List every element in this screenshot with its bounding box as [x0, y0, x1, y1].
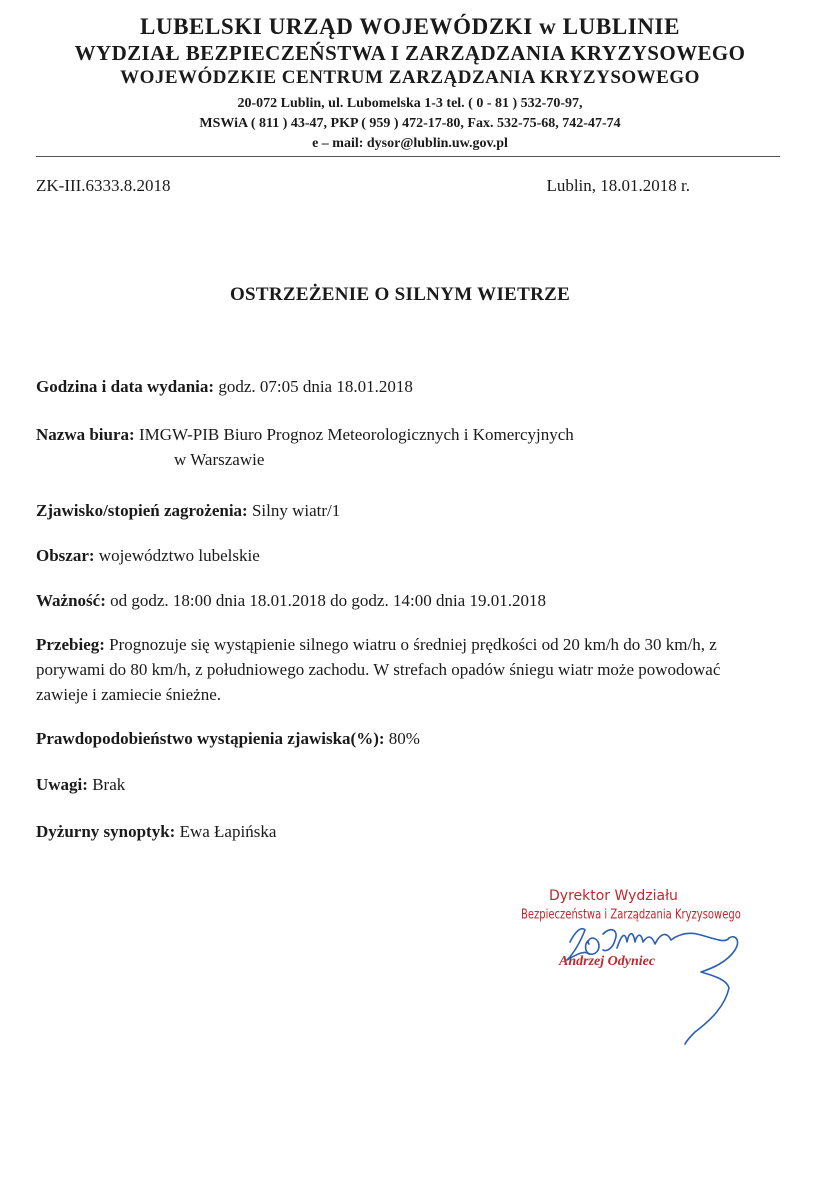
- field-label: Prawdopodobieństwo wystąpienia zjawiska(%):: [36, 729, 385, 748]
- director-stamp: [515, 880, 745, 1050]
- field-hazard: [36, 498, 768, 523]
- field-value: Silny wiatr/1: [247, 501, 341, 520]
- header-center: WOJEWÓDZKIE CENTRUM ZARZĄDZANIA KRYZYSOWEGO: [120, 67, 700, 88]
- field-label: Nazwa biura:: [36, 425, 135, 444]
- document-title: OSTRZEŻENIE O SILNYM WIETRZE: [229, 284, 571, 305]
- field-course: [36, 632, 768, 707]
- header-address: 20-072 Lublin, ul. Lubomelska 1-3 tel. ( 0 - 81 ) 532-70-97,: [237, 96, 583, 111]
- field-value: IMGW-PIB Biuro Prognoz Meteorologicznych i Komercyjnych: [134, 425, 574, 444]
- reference-number: ZK-III.6333.8.2018: [36, 176, 171, 195]
- field-value: godz. 07:05 dnia 18.01.2018: [214, 377, 413, 396]
- field-value: od godz. 18:00 dnia 18.01.2018 do godz. 14:00 dnia 19.01.2018: [105, 591, 546, 610]
- place-date: Lublin, 18.01.2018 r.: [546, 176, 690, 195]
- field-label: Przebieg:: [36, 635, 105, 654]
- header-department: WYDZIAŁ BEZPIECZEŃSTWA I ZARZĄDZANIA KRYZYSOWEGO: [74, 41, 746, 65]
- field-label: Obszar:: [36, 546, 95, 565]
- field-office: [36, 422, 768, 472]
- field-label: Ważność:: [36, 591, 106, 610]
- field-label: Zjawisko/stopień zagrożenia:: [36, 501, 248, 520]
- header-email: e – mail: dysor@lublin.uw.gov.pl: [312, 136, 508, 151]
- field-value: Prognozuje się wystąpienie silnego wiatru o średniej prędkości od 20 km/h do 30 km/h, z porywami do 80 km/h, z południowego zachodu. W strefach opadów śniegu wiatr może powodować zawieje i zamiecie śnieżne.: [36, 635, 721, 704]
- header-divider: [36, 156, 780, 157]
- field-label: Uwagi:: [36, 775, 88, 794]
- stamp-title: Dyrektor Wydziału: [549, 888, 678, 904]
- field-validity: [36, 588, 768, 613]
- stamp-name: Andrzej Odyniec: [559, 954, 656, 969]
- field-area: [36, 543, 768, 568]
- field-value: 80%: [384, 729, 420, 748]
- field-value: województwo lubelskie: [94, 546, 260, 565]
- stamp-department: Bezpieczeństwa i Zarządzania Kryzysowego: [521, 908, 741, 923]
- field-value-continued: w Warszawie: [174, 450, 265, 469]
- field-label: Dyżurny synoptyk:: [36, 822, 176, 841]
- field-issued: [36, 374, 768, 399]
- field-probability: [36, 726, 768, 751]
- field-value: Brak: [87, 775, 126, 794]
- field-label: Godzina i data wydania:: [36, 377, 215, 396]
- field-notes: [36, 772, 768, 797]
- header-phones: MSWiA ( 811 ) 43-47, PKP ( 959 ) 472-17-80, Fax. 532-75-68, 742-47-74: [199, 116, 621, 131]
- header-office-name: LUBELSKI URZĄD WOJEWÓDZKI w LUBLINIE: [139, 14, 681, 39]
- field-value: Ewa Łapińska: [175, 822, 277, 841]
- handwritten-signature: [515, 880, 745, 1050]
- field-synoptic: [36, 819, 768, 844]
